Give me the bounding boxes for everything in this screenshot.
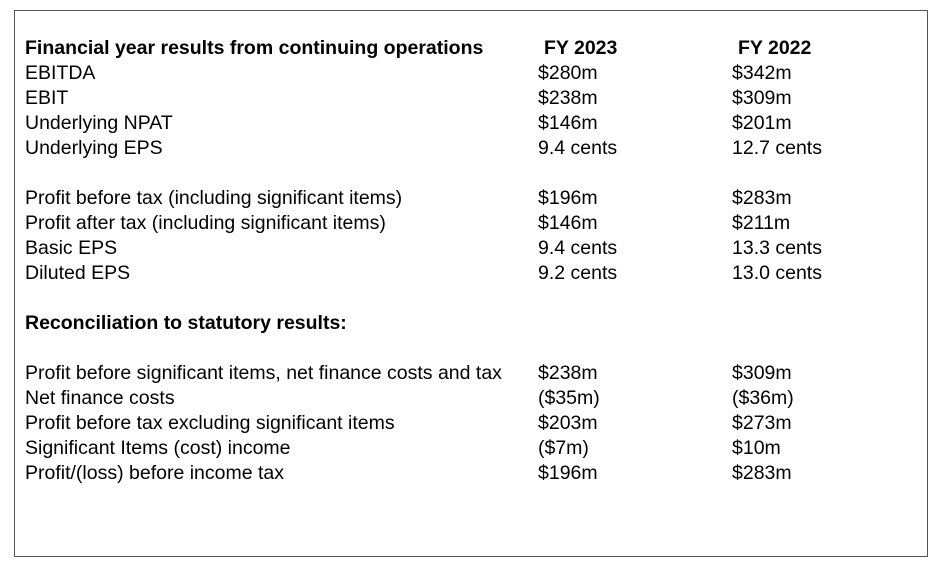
row-fy2022: $309m <box>732 87 792 109</box>
row-fy2023: $203m <box>538 412 598 434</box>
table-row <box>25 261 892 286</box>
row-fy2022: ($36m) <box>732 387 794 409</box>
spacer-row <box>25 161 892 186</box>
row-label: Underlying EPS <box>25 137 163 159</box>
results-table <box>25 36 892 486</box>
row-fy2023: $196m <box>538 187 598 209</box>
header-fy2023-text: FY 2023 <box>544 37 618 59</box>
row-label: Profit/(loss) before income tax <box>25 462 285 484</box>
row-fy2022: 12.7 cents <box>732 137 822 159</box>
row-label: Diluted EPS <box>25 262 131 284</box>
row-fy2023: $280m <box>538 62 598 84</box>
header-fy2022 <box>732 36 892 61</box>
spacer-row <box>25 286 892 311</box>
table-row <box>25 61 892 86</box>
header-row <box>25 36 892 61</box>
row-fy2022: $10m <box>732 437 781 459</box>
section-heading-row <box>25 311 892 336</box>
row-label: Underlying NPAT <box>25 112 173 134</box>
row-fy2023: $238m <box>538 87 598 109</box>
table-row <box>25 236 892 261</box>
row-fy2023: ($7m) <box>538 437 589 459</box>
row-label: Profit after tax (including significant items) <box>25 212 386 234</box>
table-row <box>25 386 892 411</box>
row-label: Net finance costs <box>25 387 175 409</box>
row-label: Profit before tax (including significant items) <box>25 187 403 209</box>
row-label: EBITDA <box>25 62 96 84</box>
row-fy2022: $283m <box>732 187 792 209</box>
row-fy2023: $238m <box>538 362 598 384</box>
table-row <box>25 411 892 436</box>
table-row <box>25 461 892 486</box>
row-fy2023: ($35m) <box>538 387 600 409</box>
row-fy2023: 9.4 cents <box>538 237 618 259</box>
row-fy2023: 9.4 cents <box>538 137 618 159</box>
row-fy2023: 9.2 cents <box>538 262 618 284</box>
row-label: Significant Items (cost) income <box>25 437 291 459</box>
header-fy2022-text: FY 2022 <box>738 37 812 59</box>
reconciliation-heading: Reconciliation to statutory results: <box>25 312 347 334</box>
row-label: EBIT <box>25 87 69 109</box>
row-fy2022: $342m <box>732 62 792 84</box>
table-row <box>25 361 892 386</box>
row-fy2022: $283m <box>732 462 792 484</box>
table-row <box>25 136 892 161</box>
table-row <box>25 186 892 211</box>
header-fy2023 <box>538 36 732 61</box>
table-row <box>25 211 892 236</box>
header-label: Financial year results from continuing operations <box>25 37 484 59</box>
row-fy2022: $211m <box>732 212 791 234</box>
row-label: Profit before significant items, net finance costs and tax <box>25 362 502 384</box>
spacer-row <box>25 336 892 361</box>
row-fy2023: $146m <box>538 212 598 234</box>
row-fy2023: $196m <box>538 462 598 484</box>
row-label: Profit before tax excluding significant items <box>25 412 395 434</box>
row-fy2022: $201m <box>732 112 792 134</box>
row-fy2023: $146m <box>538 112 598 134</box>
row-fy2022: 13.0 cents <box>732 262 822 284</box>
table-row <box>25 86 892 111</box>
row-fy2022: $273m <box>732 412 792 434</box>
row-label: Basic EPS <box>25 237 118 259</box>
row-fy2022: 13.3 cents <box>732 237 822 259</box>
row-fy2022: $309m <box>732 362 792 384</box>
table-row <box>25 436 892 461</box>
table-row <box>25 111 892 136</box>
